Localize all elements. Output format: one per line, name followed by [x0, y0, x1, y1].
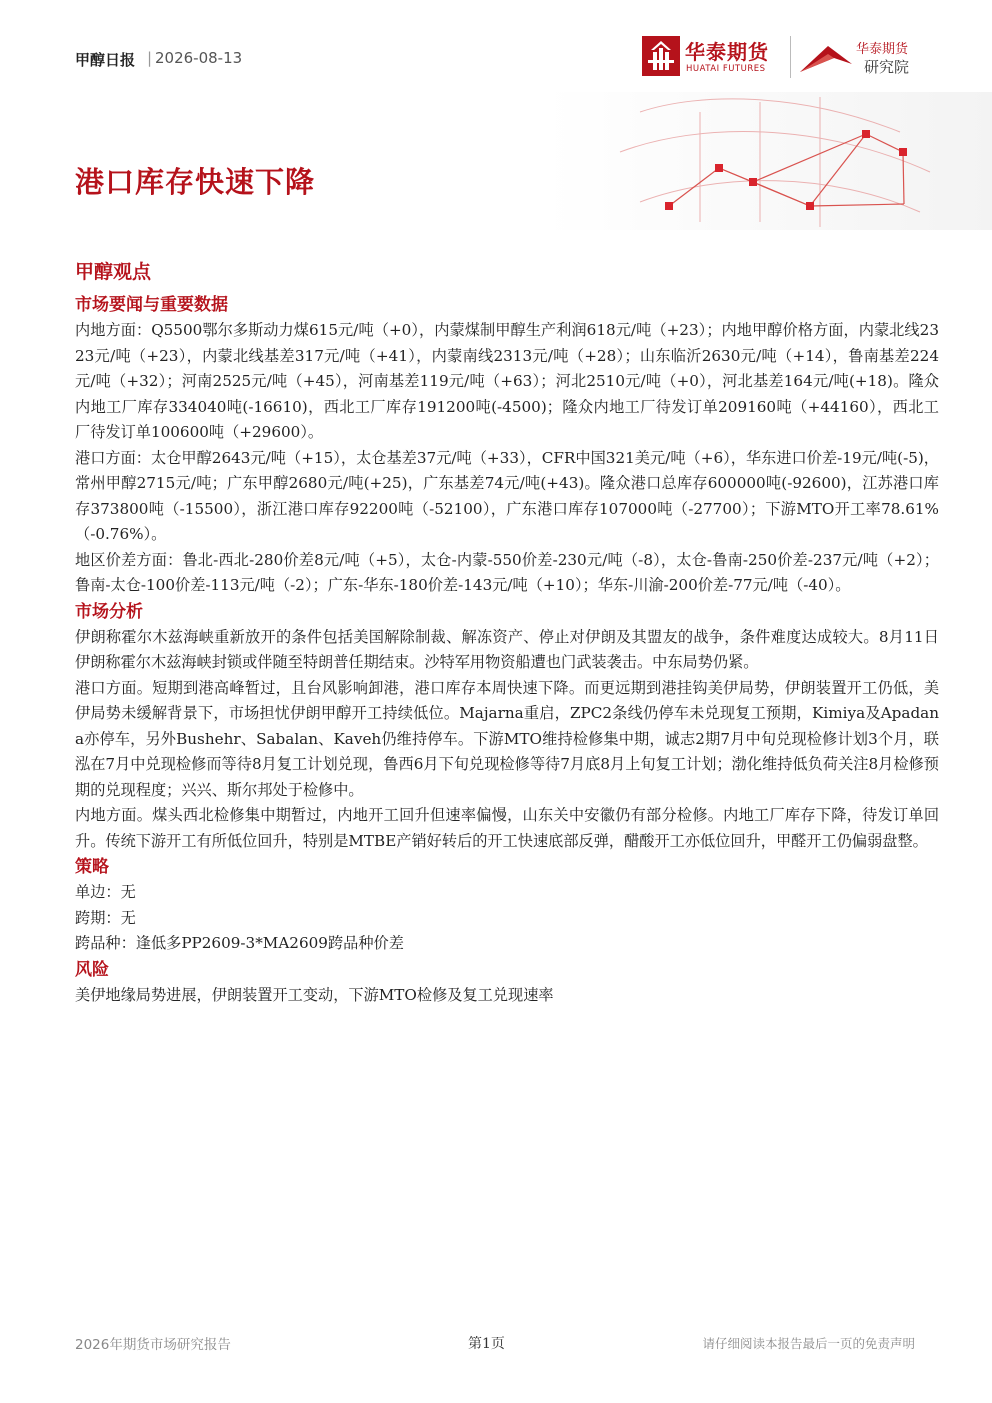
- header-separator: |: [147, 49, 153, 67]
- footer-report-series: 2026年期货市场研究报告: [75, 1337, 231, 1353]
- strategy-line: 跨品种：逢低多PP2609-3*MA2609跨品种价差: [75, 934, 404, 952]
- huatai-logo-icon: [642, 36, 680, 76]
- institute-logo-icon: [798, 40, 854, 76]
- report-body: [75, 258, 939, 1008]
- risk-heading: 风险: [75, 959, 109, 980]
- analysis-paragraph: 内地方面。煤头西北检修集中期暂过，内地开工回升但速率偏慢，山东关中安徽仍有部分检修。内地工厂库存下降，待发订单回升。传统下游开工有所低位回升，特别是MTBE产销好转后的开工快速底部反弹，醋酸开工亦低位回升，甲醛开工仍偏弱盘整。: [75, 806, 939, 850]
- strategy-line: 跨期：无: [75, 908, 136, 927]
- page-title: 港口库存快速下降: [75, 165, 316, 199]
- analysis-paragraph: 港口方面。短期到港高峰暂过，且台风影响卸港，港口库存本周快速下降。而更远期到港挂钩美伊局势，伊朗装置开工仍低，美伊局势未缓解背景下，市场担忧伊朗甲醇开工持续低位。Majarna重启，ZPC2条线仍停车未兑现复工预期，Kimiya及Apadana亦停车，另外Bushehr、Sabalan、Kaveh仍维持停车。下游MTO维持检修集中期，诚志2期7月中旬兑现检修计划3个月，联泓在7月中兑现检修而等待8月复工计划兑现，鲁西6月下旬兑现检修等待7月底8月上旬复工计划；渤化维持低负荷关注8月检修预期的兑现程度；兴兴、斯尔邦处于检修中。: [75, 678, 939, 799]
- page-number: 第1页: [468, 1336, 505, 1352]
- institute-name-line2: 研究院: [864, 58, 910, 76]
- news-heading: 市场要闻与重要数据: [75, 295, 228, 315]
- news-paragraph: 内地方面：Q5500鄂尔多斯动力煤615元/吨（+0），内蒙煤制甲醇生产利润618元/吨（+23）；内地甲醇价格方面，内蒙北线2323元/吨（+23），内蒙北线基差317元/吨（+41），内蒙南线2313元/吨（+28）；山东临沂2630元/吨（+14），鲁南基差224元/吨（+32）；河南2525元/吨（+45），河南基差119元/吨（+63）；河北2510元/吨（+0），河北基差164元/吨(+18)。隆众内地工厂库存334040吨(-16610)，西北工厂库存191200吨(-4500)；隆众内地工厂待发订单209160吨（+44160），西北工厂待发订单100600吨（+29600）。: [75, 321, 939, 441]
- news-paragraph: 地区价差方面：鲁北-西北-280价差8元/吨（+5），太仓-内蒙-550价差-230元/吨（-8），太仓-鲁南-250价差-237元/吨（+2）；鲁南-太仓-100价差-113元/吨（-2）；广东-华东-180价差-143元/吨（+10）；华东-川渝-200价差-77元/吨（-40）。: [75, 550, 939, 594]
- analysis-heading: 市场分析: [75, 601, 143, 622]
- logo-divider: [790, 36, 791, 78]
- company-logo: [642, 36, 922, 82]
- strategy-heading: 策略: [75, 857, 109, 877]
- risk-text: 美伊地缘局势进展，伊朗装置开工变动，下游MTO检修及复工兑现速率: [75, 985, 554, 1004]
- disclaimer-notice: 请仔细阅读本报告最后一页的免责声明: [702, 1336, 915, 1351]
- news-paragraph: 港口方面：太仓甲醇2643元/吨（+15），太仓基差37元/吨（+33），CFR中国321美元/吨（+6），华东进口价差-19元/吨(-5)，常州甲醇2715元/吨；广东甲醇2680元/吨(+25)，广东基差74元/吨(+43)。隆众港口总库存600000吨(-92600)，江苏港口库存373800吨（-15500），浙江港口库存92200吨（-52100），广东港口库存107000吨（-27700）；下游MTO开工率78.61%（-0.76%）。: [75, 448, 939, 543]
- institute-name-line1: 华泰期货: [856, 42, 909, 57]
- viewpoint-heading: 甲醇观点: [75, 261, 152, 283]
- strategy-line: 单边：无: [75, 883, 136, 901]
- analysis-paragraph: 伊朗称霍尔木兹海峡重新放开的条件包括美国解除制裁、解冻资产、停止对伊朗及其盟友的战争，条件难度达成较大。8月11日伊朗称霍尔木兹海峡封锁或伴随至特朗普任期结束。沙特军用物资船遭也门武装袭击。中东局势仍紧。: [75, 627, 939, 671]
- page-footer: [75, 1331, 925, 1355]
- report-name: 甲醇日报: [75, 51, 136, 69]
- logo-chinese-name: 华泰期货: [685, 40, 769, 64]
- logo-english-name: HUATAI FUTURES: [686, 64, 766, 74]
- report-date: 2026-08-13: [155, 49, 243, 67]
